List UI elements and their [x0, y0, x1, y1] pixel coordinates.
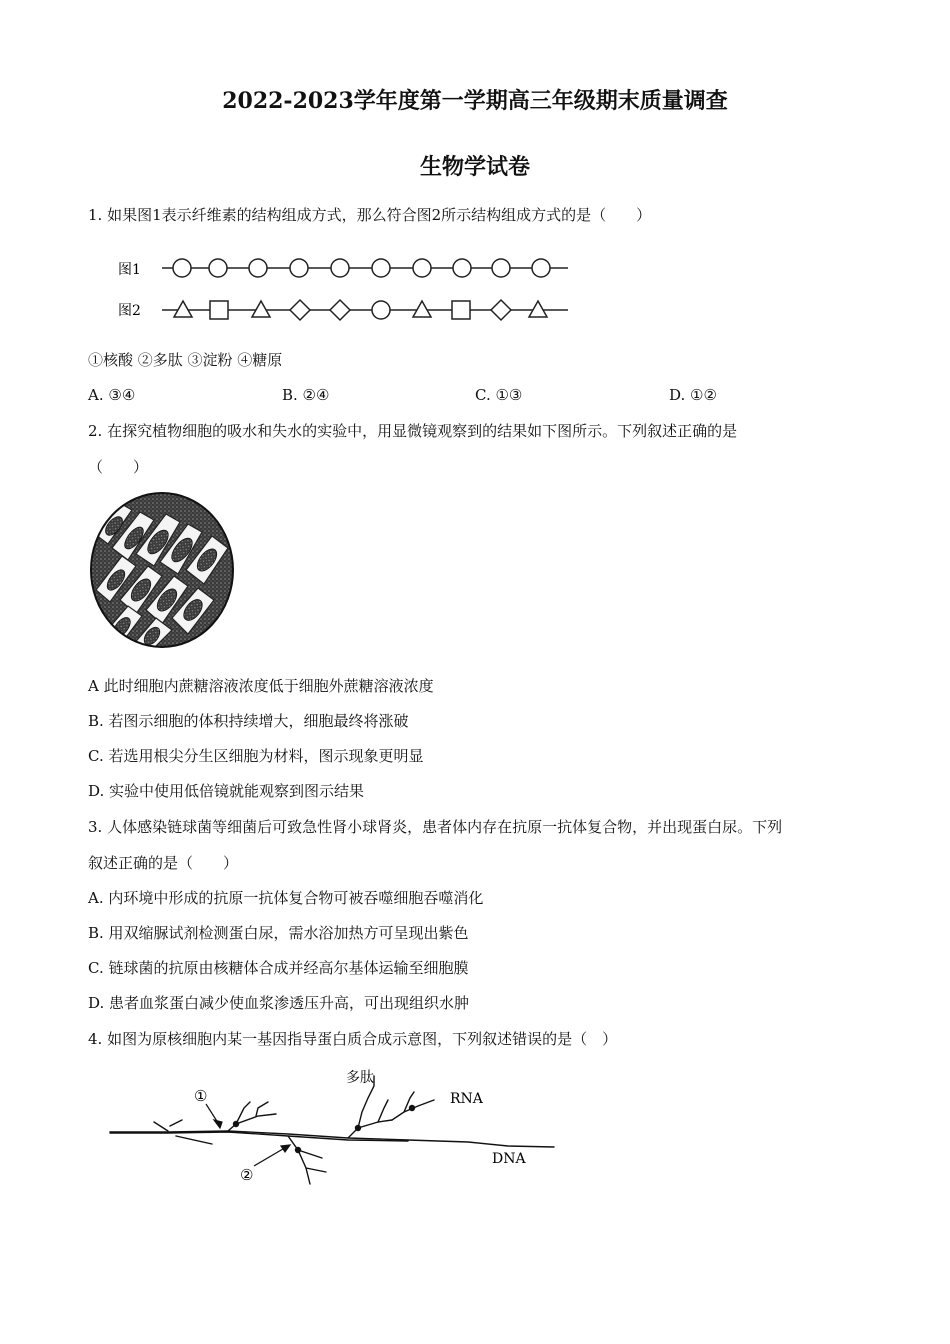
fig2-label: 图2 [118, 303, 141, 319]
fig1-label: 图1 [118, 262, 141, 278]
q2-option-d: D. 实验中使用低倍镜就能观察到图示结果 [88, 782, 365, 800]
marker-2: ② [240, 1166, 254, 1184]
q1-stem: 1. 如果图1表示纤维素的结构组成方式，那么符合图2所示结构组成方式的是（ ） [88, 206, 652, 224]
q1-option-a: A. ③④ [88, 386, 136, 404]
q3-option-a: A. 内环境中形成的抗原一抗体复合物可被吞噬细胞吞噬消化 [88, 889, 484, 907]
q2-option-c: C. 若选用根尖分生区细胞为材料，图示现象更明显 [88, 747, 424, 765]
exam-subtitle: 生物学试卷 [419, 154, 530, 180]
q2-stem: 2. 在探究植物细胞的吸水和失水的实验中，用显微镜观察到的结果如下图所示。下列叙述正确的是 [88, 422, 738, 440]
polypeptide-label: 多肽 [346, 1070, 374, 1086]
rna-label: RNA [450, 1091, 483, 1107]
q3-option-b: B. 用双缩脲试剂检测蛋白尿，需水浴加热方可呈现出紫色 [88, 924, 469, 942]
q2-microscope-figure [88, 490, 238, 650]
q4-transcription-figure [108, 1062, 568, 1192]
q1-option-b: B. ②④ [282, 386, 330, 404]
q2-option-b: B. 若图示细胞的体积持续增大，细胞最终将涨破 [88, 712, 409, 730]
q1-items: ①核酸 ②多肽 ③淀粉 ④糖原 [88, 351, 283, 369]
q3-option-c: C. 链球菌的抗原由核糖体合成并经高尔基体运输至细胞膜 [88, 959, 469, 977]
q1-option-d: D. ①② [669, 386, 717, 404]
q1-figure [110, 253, 590, 323]
exam-title: 2022-2023学年度第一学期高三年级期末质量调查 [222, 88, 728, 114]
q2-stem-continued: （ ） [88, 458, 149, 476]
q2-option-a: A 此时细胞内蔗糖溶液浓度低于细胞外蔗糖溶液浓度 [88, 677, 434, 695]
q3-stem-continued: 叙述正确的是（ ） [88, 854, 239, 872]
marker-1: ① [194, 1087, 208, 1105]
q3-option-d: D. 患者血浆蛋白减少使血浆渗透压升高，可出现组织水肿 [88, 994, 470, 1012]
q1-option-c: C. ①③ [475, 386, 523, 404]
dna-label: DNA [492, 1151, 526, 1167]
q3-stem: 3. 人体感染链球菌等细菌后可致急性肾小球肾炎，患者体内存在抗原一抗体复合物，并出现蛋白尿。下列 [88, 818, 783, 836]
q4-stem: 4. 如图为原核细胞内某一基因指导蛋白质合成示意图，下列叙述错误的是（ ） [88, 1030, 618, 1048]
